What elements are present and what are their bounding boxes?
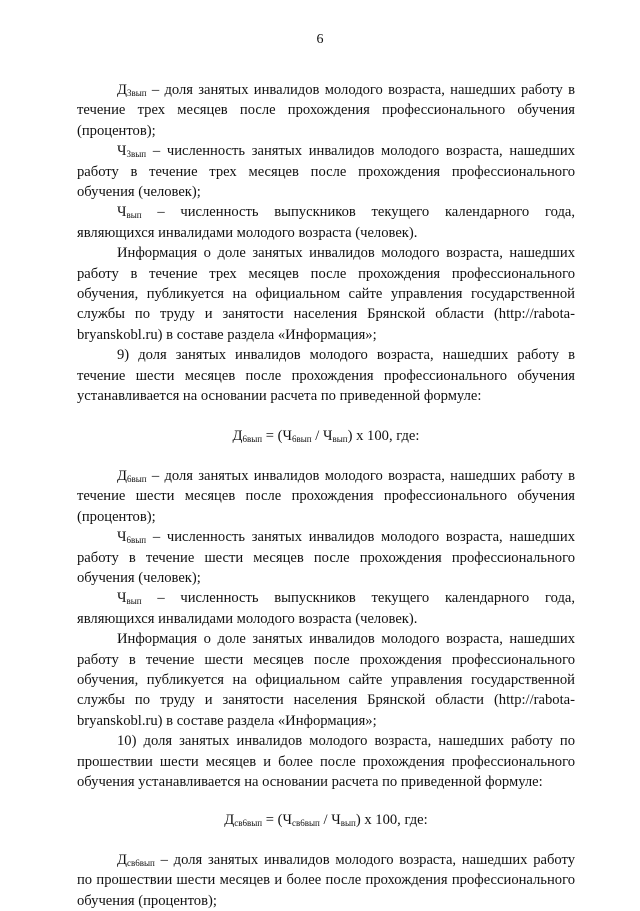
definition-text: – численность выпускников текущего календарного года, являющихся инвалидами молодого возраста (человек).: [77, 204, 575, 241]
definition-text: – доля занятых инвалидов молодого возраста, нашедших работу в течение шести месяцев после прохождения профессионального обучения (процентов);: [77, 467, 575, 525]
symbol-subscript: св6вып: [126, 857, 155, 868]
symbol-subscript: 6вып: [126, 535, 147, 546]
formula-lhs-subscript: св6вып: [234, 818, 263, 829]
definition-d3vyp: [77, 80, 575, 141]
definition-text: – численность занятых инвалидов молодого возраста, нашедших работу в течение трех месяцев после прохождения профессионального обучения (человек);: [77, 143, 575, 201]
formula-tail: ) х 100, где:: [355, 812, 428, 829]
formula-denominator: / Ч: [319, 812, 341, 829]
item-10-paragraph: 10) доля занятых инвалидов молодого возраста, нашедших работу по прошествии шести месяцев и более после прохождения профессионального обучения устанавливается на основании расчета по приведенной формуле:: [77, 733, 575, 790]
definition-d6vyp: [77, 466, 575, 527]
formula-lhs: Д: [232, 427, 243, 444]
formula-denominator-subscript: вып: [340, 818, 356, 829]
symbol-subscript: вып: [126, 596, 142, 607]
info-paragraph-2: Информация о доле занятых инвалидов молодого возраста, нашедших работу в течение шести месяцев после прохождения профессионального обучения, публикуется на официальном сайте управления государственной службы по труду и занятости населения Брянской области (http://rabota-bryanskobl.ru) в составе раздела «Информация»;: [77, 631, 575, 729]
definition-text: – доля занятых инвалидов молодого возраста, нашедших работу в течение трех месяцев после прохождения профессионального обучения (процентов);: [77, 82, 575, 139]
formula-lhs: Д: [224, 812, 235, 829]
definition-ch6vyp: [77, 527, 575, 588]
formula-denominator: / Ч: [311, 427, 333, 444]
symbol-subscript: вып: [126, 210, 142, 221]
symbol-subscript: 3вып: [126, 149, 147, 160]
definition-ch3vyp: [77, 141, 575, 202]
document-body: [77, 80, 575, 911]
formula-numerator-subscript: 6вып: [292, 433, 312, 444]
item-9-paragraph: 9) доля занятых инвалидов молодого возраста, нашедших работу в течение шести месяцев после прохождения профессионального обучения устанавливается на основании расчета по приведенной формуле:: [77, 347, 575, 405]
definition-text: – доля занятых инвалидов молодого возраста, нашедших работу по прошествии шести месяцев и более после прохождения профессионального обучения (процентов);: [77, 851, 575, 909]
formula-lhs-subscript: 6вып: [242, 433, 263, 444]
definition-chvyp-2: [77, 588, 575, 629]
definition-chvyp: [77, 202, 575, 243]
formula-numerator: = (Ч: [262, 427, 292, 444]
symbol: Ч: [117, 590, 127, 607]
formula-dsv6vyp: [77, 810, 575, 830]
definition-text: – численность занятых инвалидов молодого возраста, нашедших работу в течение шести месяцев после прохождения профессионального обучения (человек);: [77, 529, 575, 586]
symbol: Д: [117, 82, 127, 98]
symbol: Ч: [117, 204, 127, 221]
symbol: Д: [117, 467, 127, 484]
formula-numerator: = (Ч: [262, 812, 292, 829]
symbol: Ч: [117, 529, 127, 546]
symbol: Ч: [117, 143, 127, 160]
symbol: Д: [117, 851, 127, 868]
formula-denominator-subscript: вып: [332, 433, 348, 444]
formula-d6vyp: [77, 426, 575, 446]
info-paragraph: Информация о доле занятых инвалидов молодого возраста, нашедших работу в течение трех месяцев после прохождения профессионального обучения, публикуется на официальном сайте управления государственной службы по труду и занятости населения Брянской области (http://rabota-bryanskobl.ru) в составе раздела «Информация»;: [77, 245, 575, 343]
definition-dsv6vyp: [77, 850, 575, 911]
page-number: 6: [316, 32, 324, 47]
definition-text: – численность выпускников текущего календарного года, являющихся инвалидами молодого возраста (человек).: [77, 590, 575, 627]
formula-tail: ) х 100, где:: [347, 427, 420, 444]
symbol-subscript: 6вып: [126, 473, 147, 484]
symbol-subscript: 3вып: [126, 88, 147, 98]
formula-numerator-subscript: св6вып: [292, 818, 320, 829]
